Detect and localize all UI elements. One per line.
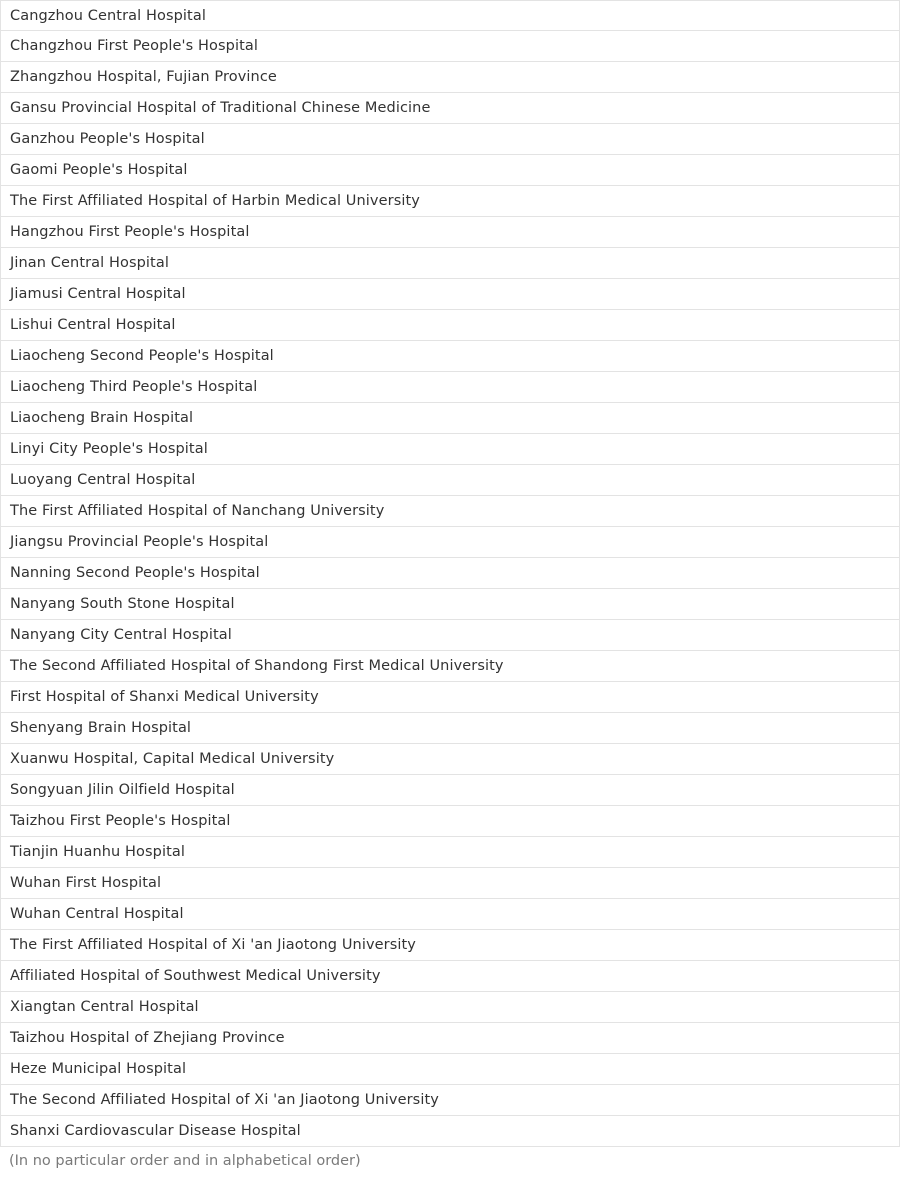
table-row: Jinan Central Hospital xyxy=(1,248,899,279)
table-row: Xiangtan Central Hospital xyxy=(1,992,899,1023)
table-row: Liaocheng Third People's Hospital xyxy=(1,372,899,403)
table-row: Jiangsu Provincial People's Hospital xyxy=(1,527,899,558)
table-row: Taizhou Hospital of Zhejiang Province xyxy=(1,1023,899,1054)
table-row: Luoyang Central Hospital xyxy=(1,465,899,496)
table-row: Wuhan Central Hospital xyxy=(1,899,899,930)
table-row: Gansu Provincial Hospital of Traditional Chinese Medicine xyxy=(1,93,899,124)
footnote: (In no particular order and in alphabetical order) xyxy=(9,1153,361,1169)
table-row: Nanning Second People's Hospital xyxy=(1,558,899,589)
table-row: The Second Affiliated Hospital of Shandong First Medical University xyxy=(1,651,899,682)
table-row: Gaomi People's Hospital xyxy=(1,155,899,186)
table-row: Changzhou First People's Hospital xyxy=(1,31,899,62)
table-row: Shanxi Cardiovascular Disease Hospital xyxy=(1,1116,899,1147)
table-row: Nanyang City Central Hospital xyxy=(1,620,899,651)
table-row: Linyi City People's Hospital xyxy=(1,434,899,465)
table-row: Taizhou First People's Hospital xyxy=(1,806,899,837)
table-row: Ganzhou People's Hospital xyxy=(1,124,899,155)
table-row: Songyuan Jilin Oilfield Hospital xyxy=(1,775,899,806)
table-row: Lishui Central Hospital xyxy=(1,310,899,341)
table-row: Xuanwu Hospital, Capital Medical University xyxy=(1,744,899,775)
table-row: Shenyang Brain Hospital xyxy=(1,713,899,744)
table-row: First Hospital of Shanxi Medical University xyxy=(1,682,899,713)
table-row: The First Affiliated Hospital of Harbin Medical University xyxy=(1,186,899,217)
table-row: Nanyang South Stone Hospital xyxy=(1,589,899,620)
table-row: Heze Municipal Hospital xyxy=(1,1054,899,1085)
table-row: Cangzhou Central Hospital xyxy=(1,1,899,31)
table-row: Tianjin Huanhu Hospital xyxy=(1,837,899,868)
table-row: Wuhan First Hospital xyxy=(1,868,899,899)
table-row: The First Affiliated Hospital of Xi 'an Jiaotong University xyxy=(1,930,899,961)
table-row: Hangzhou First People's Hospital xyxy=(1,217,899,248)
table-row: The First Affiliated Hospital of Nanchang University xyxy=(1,496,899,527)
table-row: The Second Affiliated Hospital of Xi 'an Jiaotong University xyxy=(1,1085,899,1116)
table-row: Liaocheng Second People's Hospital xyxy=(1,341,899,372)
table-row: Affiliated Hospital of Southwest Medical University xyxy=(1,961,899,992)
table-row: Zhangzhou Hospital, Fujian Province xyxy=(1,62,899,93)
table-row: Liaocheng Brain Hospital xyxy=(1,403,899,434)
table-row: Jiamusi Central Hospital xyxy=(1,279,899,310)
